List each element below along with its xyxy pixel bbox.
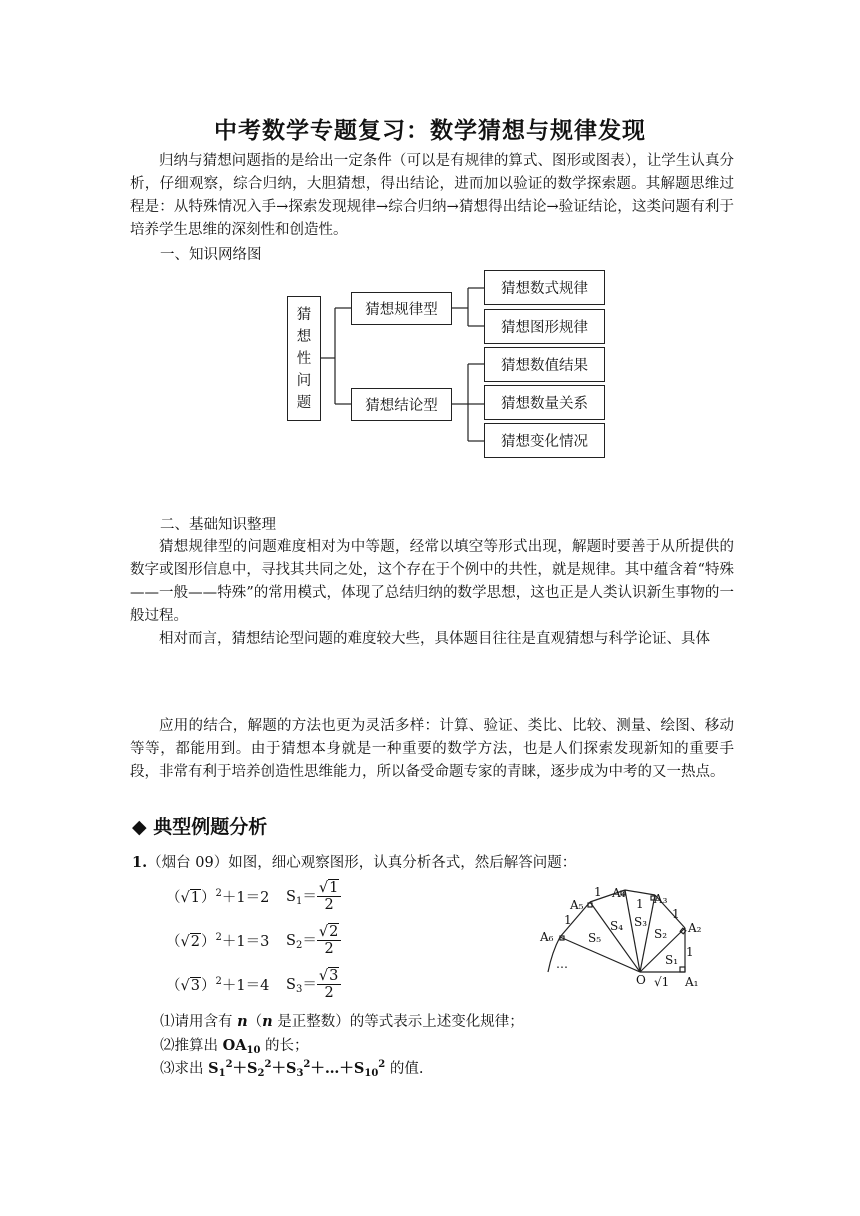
question-text: 的值. <box>385 1061 424 1077</box>
problem-number: 1. <box>132 854 148 871</box>
fraction-denominator: 2 <box>324 984 334 1001</box>
radicand: 1 <box>190 889 200 906</box>
area-fraction: $\frac{√2}{2}$ <box>317 924 341 957</box>
section-basic-knowledge: 二、基础知识整理 <box>160 517 276 533</box>
label-s5: S₅ <box>588 931 602 945</box>
question-3: ⑶求出 $S_1^2+S_2^2+S_3^2+\dots+S_{10}^2$ 的值. <box>160 1059 424 1079</box>
variable-n: n <box>262 1013 273 1030</box>
area-symbol: S <box>286 977 296 993</box>
label-root1: √1 <box>654 975 670 989</box>
segment-index: 10 <box>246 1045 261 1056</box>
label-s3: S₃ <box>634 915 648 929</box>
label-side-1: 1 <box>564 913 572 927</box>
label-a5: A₅ <box>570 898 584 912</box>
label-a6: A₆ <box>540 930 554 944</box>
root-char: 性 <box>296 350 312 367</box>
leaf-shape-pattern: 猜想图形规律 <box>484 309 605 344</box>
label-ellipsis: … <box>556 957 568 971</box>
label-side-1: 1 <box>594 885 602 899</box>
equation-row: $(√3)^2+1=4$ $S_3=$ $\frac{√3}{2}$ <box>166 966 341 1002</box>
question-1 <box>160 1010 524 1031</box>
fraction-numerator: 2 <box>329 923 339 940</box>
square-root-spiral-figure <box>530 880 720 990</box>
area-index: 1 <box>295 896 303 907</box>
leaf-quantity-relation: 猜想数量关系 <box>484 385 605 420</box>
question-text: 是正整数）的等式表示上述变化规律； <box>272 1014 524 1030</box>
equation-rhs: ＋1＝2 <box>221 889 270 906</box>
radicand: 2 <box>190 933 200 950</box>
question-text: （ <box>247 1014 263 1030</box>
leaf-number-pattern: 猜想数式规律 <box>484 270 605 305</box>
area-symbol: S <box>286 889 296 905</box>
paragraph-rule-type: 猜想规律型的问题难度相对为中等题，经常以填空等形式出现，解题时要善于从所提供的数字或图形信息中，寻找其共同之处，这个存在于个例中的共性，就是规律。其中蕴含着“特殊——一般——特殊”的常用模式，体现了总结归纳的数学思想，这也正是人类认识新生事物的一般过程。 <box>130 539 734 624</box>
label-a3: A₃ <box>654 892 668 906</box>
label-o: O <box>636 973 646 987</box>
question-2 <box>160 1034 309 1056</box>
root-char: 想 <box>296 328 312 345</box>
root-char: 问 <box>296 372 312 389</box>
label-side-1: 1 <box>686 945 694 959</box>
problem-source: （烟台 09） <box>147 855 229 871</box>
equation-rhs: ＋1＝4 <box>221 977 270 994</box>
area-fraction: $\frac{√1}{2}$ <box>317 880 341 913</box>
root-char: 题 <box>296 394 312 411</box>
segment-name: OA <box>222 1037 247 1054</box>
section-knowledge-network: 一、知识网络图 <box>160 247 262 263</box>
equation-row: $(√1)^2+1=2$ $S_1=$ $\frac{√1}{2}$ <box>166 878 341 914</box>
diamond-bullet-icon: ◆ <box>132 816 147 838</box>
area-symbol: S <box>286 933 296 949</box>
problem-1-stem <box>132 851 576 872</box>
question-text: ⑶求出 <box>160 1061 209 1077</box>
page-title: 中考数学专题复习：数学猜想与规律发现 <box>214 117 646 144</box>
paragraph-conclusion-type: 相对而言，猜想结论型问题的难度较大些，具体题目往往是直观猜想与科学论证、具体 <box>159 631 710 647</box>
label-s1: S₁ <box>665 953 679 967</box>
label-side-1: 1 <box>636 897 644 911</box>
paragraph-methods: 应用的结合，解题的方法也更为灵活多样：计算、验证、类比、比较、测量、绘图、移动等等，都能用到。由于猜想本身就是一种重要的数学方法，也是人们探索发现新知的重要手段，非常有利于培养创造性思维能力，所以备受命题专家的青睐，逐步成为中考的又一热点。 <box>130 718 734 780</box>
variable-n: n <box>237 1013 248 1030</box>
equation-row: $(√2)^2+1=3$ $S_2=$ $\frac{√2}{2}$ <box>166 922 341 958</box>
area-index: 3 <box>295 984 303 995</box>
knowledge-network-diagram <box>0 0 860 470</box>
label-side-1: 1 <box>672 907 680 921</box>
question-text: ⑴请用含有 <box>160 1014 238 1030</box>
figure-labels <box>539 885 702 989</box>
label-s4: S₄ <box>610 919 624 933</box>
leaf-change-situation: 猜想变化情况 <box>484 423 605 458</box>
question-text: ⑵推算出 <box>160 1038 223 1054</box>
section-title: 典型例题分析 <box>153 816 268 838</box>
section-typical-examples <box>132 812 267 839</box>
fraction-numerator: 3 <box>329 967 339 984</box>
intro-paragraph: 归纳与猜想问题指的是给出一定条件（可以是有规律的算式、图形或图表），让学生认真分析，仔细观察，综合归纳，大胆猜想，得出结论，进而加以验证的数学探索题。其解题思维过程是：从特殊情况入手→探索发现规律→综合归纳→猜想得出结论→验证结论，这类问题有利于培养学生思维的深刻性和创造性。 <box>130 153 734 238</box>
area-index: 2 <box>295 940 303 951</box>
fraction-denominator: 2 <box>324 896 334 913</box>
problem-text: 如图，细心观察图形，认真分析各式，然后解答问题： <box>228 855 577 871</box>
label-s2: S₂ <box>654 927 668 941</box>
label-a2: A₂ <box>688 921 702 935</box>
area-fraction: $\frac{√3}{2}$ <box>317 968 341 1001</box>
branch-conclusion-type: 猜想结论型 <box>351 388 452 421</box>
leaf-numeric-result: 猜想数值结果 <box>484 347 605 382</box>
label-a1: A₁ <box>685 975 699 989</box>
question-text: 的长； <box>260 1038 309 1054</box>
label-a4: A₄ <box>612 886 626 900</box>
fraction-numerator: 1 <box>329 879 339 896</box>
equation-rhs: ＋1＝3 <box>221 933 270 950</box>
radicand: 3 <box>190 977 200 994</box>
root-char: 猜 <box>296 306 312 323</box>
fraction-denominator: 2 <box>324 940 334 957</box>
root-node <box>287 296 321 421</box>
branch-rule-type: 猜想规律型 <box>351 292 452 325</box>
